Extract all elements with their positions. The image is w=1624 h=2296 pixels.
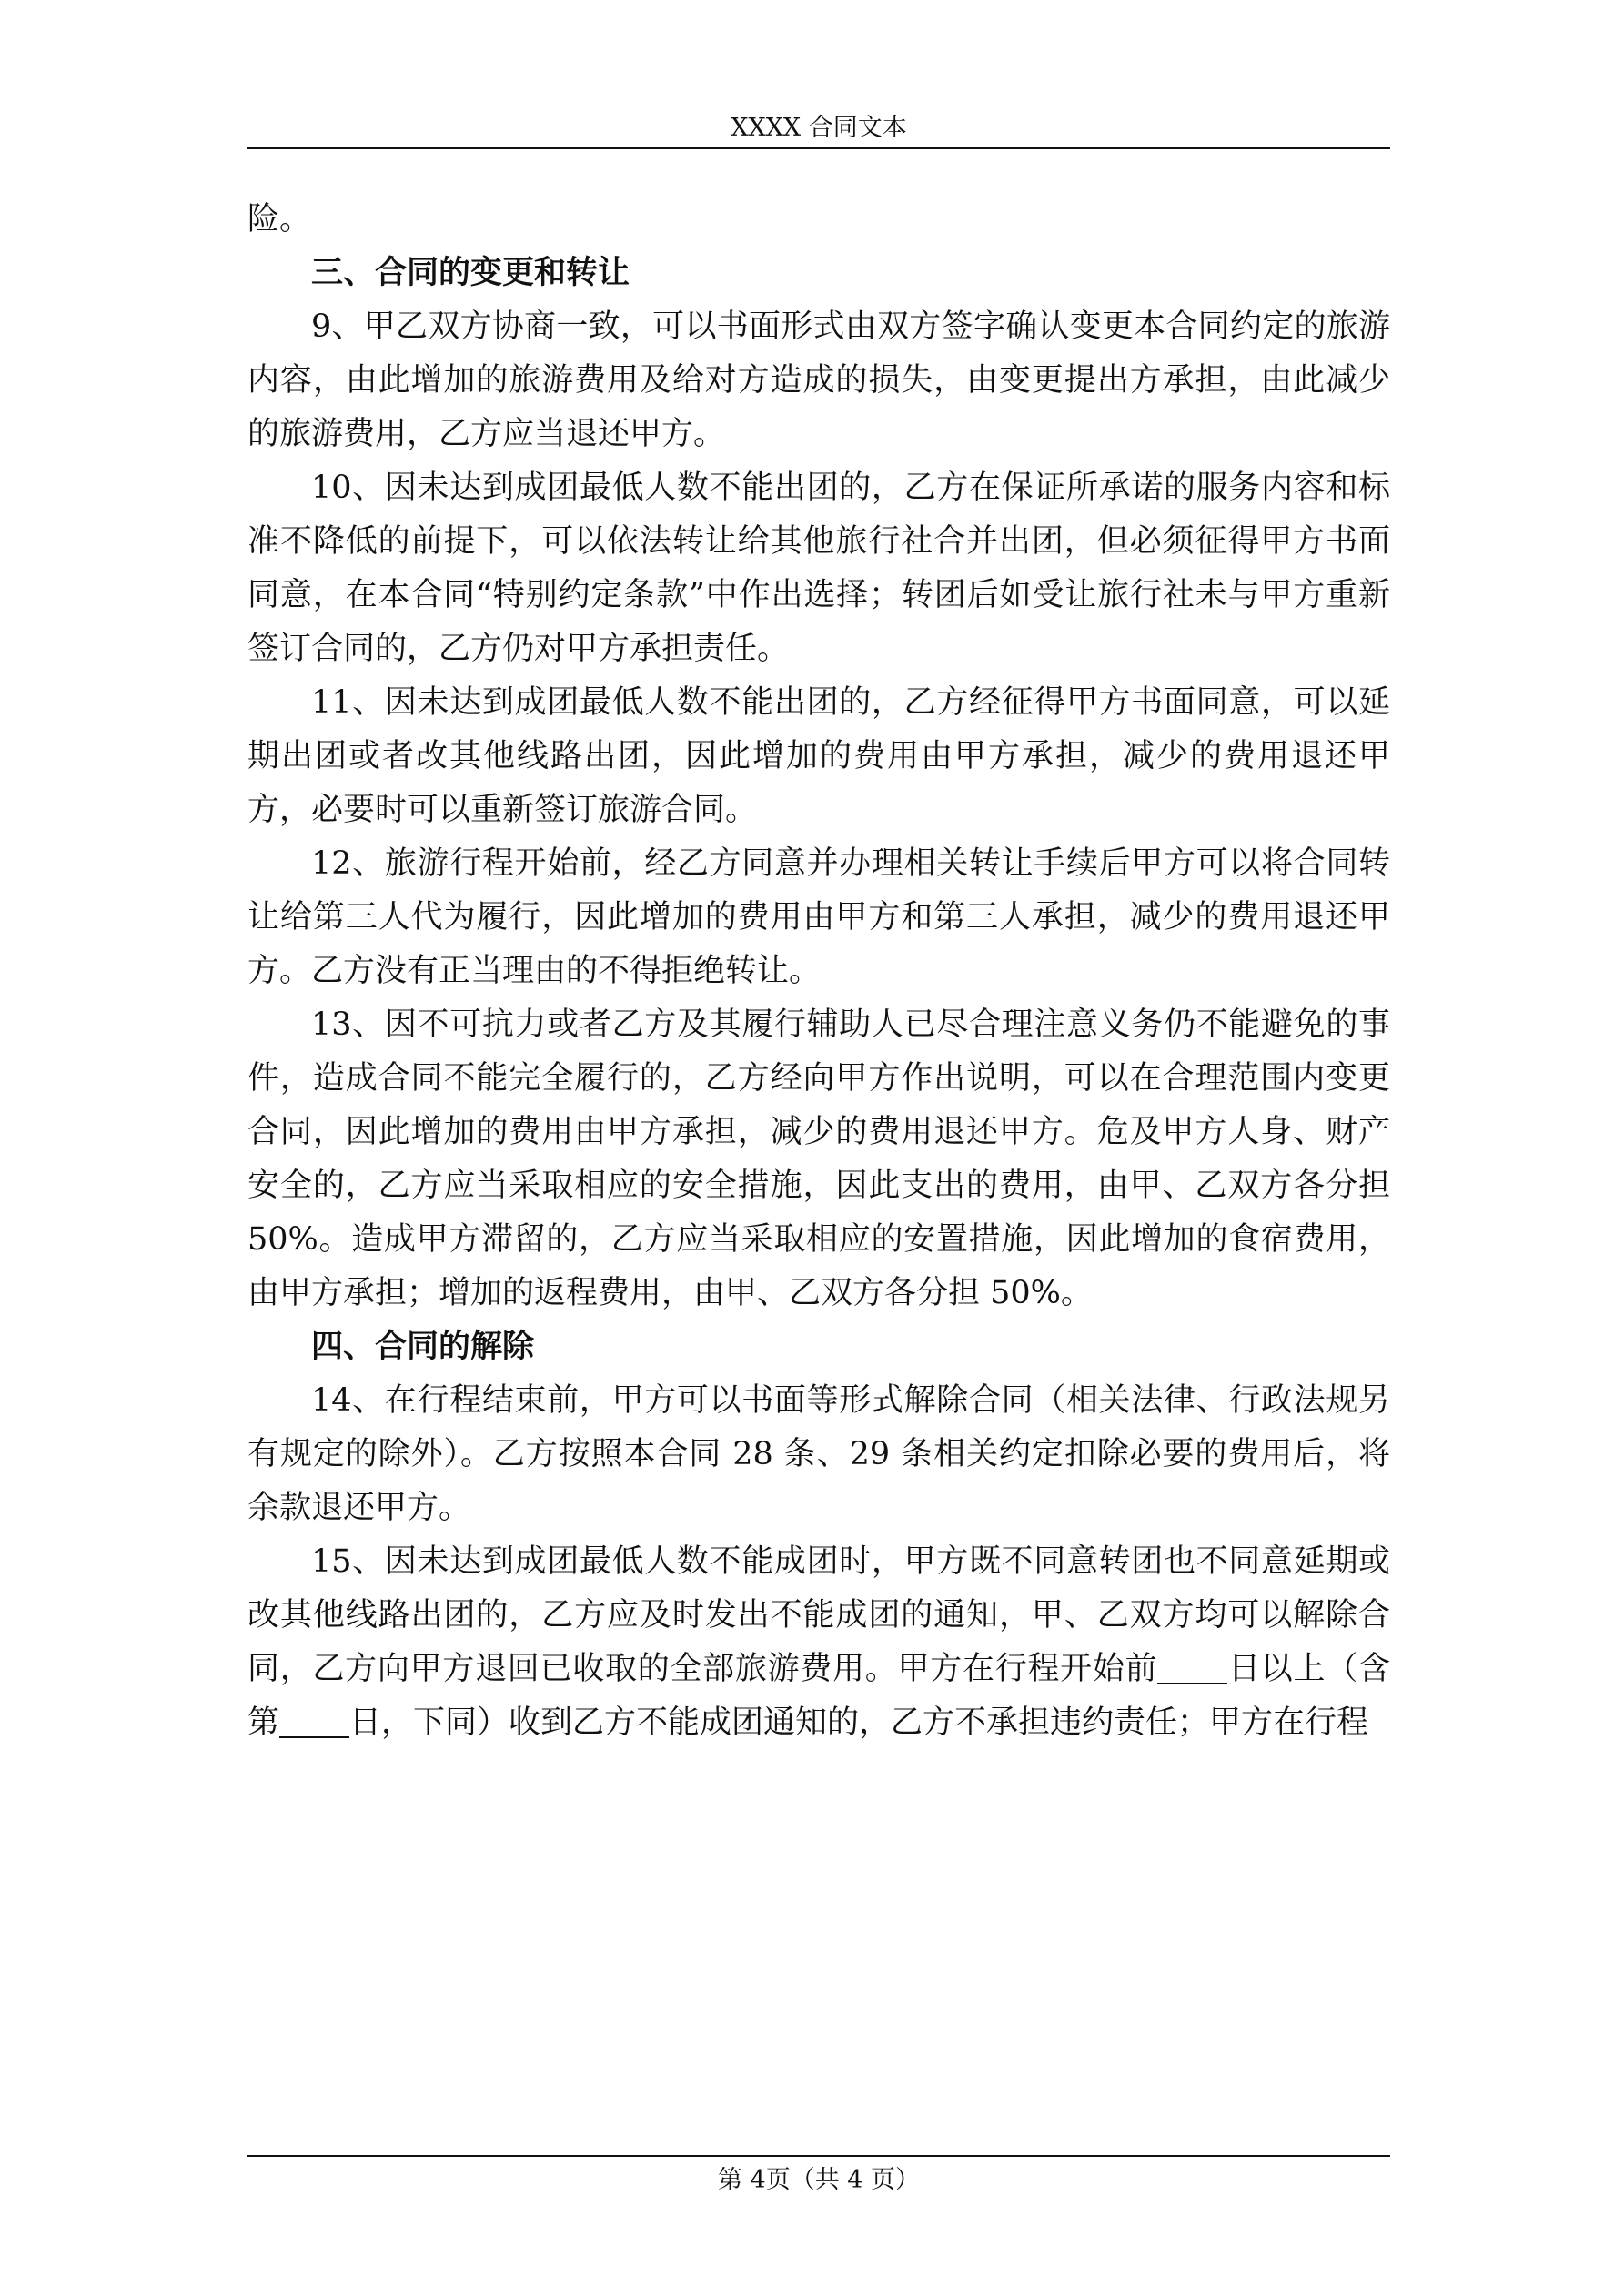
clause-14: 14、在行程结束前，甲方可以书面等形式解除合同（相关法律、行政法规另有规定的除外）。乙方按照本合同 28 条、29 条相关约定扣除必要的费用后，将余款退还甲方。 bbox=[247, 1382, 1390, 1526]
fill-in-blank-day bbox=[279, 1704, 349, 1738]
clause-15 bbox=[247, 1535, 1390, 1750]
page-number: 第 4页（共 4 页） bbox=[717, 2166, 921, 2194]
document-body bbox=[247, 193, 1390, 1750]
clause-15-part-3: 日，下同）收到乙方不能成团通知的，乙方不承担违约责任；甲方在行程 bbox=[349, 1704, 1369, 1741]
clause-13: 13、因不可抗力或者乙方及其履行辅助人已尽合理注意义务仍不能避免的事件，造成合同不能完全履行的，乙方经向甲方作出说明，可以在合理范围内变更合同，因此增加的费用由甲方承担，减少的费用退还甲方。危及甲方人身、财产安全的，乙方应当采取相应的安全措施，因此支出的费用，由甲、乙双方各分担50%。造成甲方滞留的，乙方应当采取相应的安置措施，因此增加的食宿费用，由甲方承担；增加的返程费用，由甲、乙双方各分担 50%。 bbox=[247, 1006, 1390, 1311]
clause-12: 12、旅游行程开始前，经乙方同意并办理相关转让手续后甲方可以将合同转让给第三人代为履行，因此增加的费用由甲方和第三人承担，减少的费用退还甲方。乙方没有正当理由的不得拒绝转让。 bbox=[247, 845, 1390, 989]
clause-15-part-2: 日以上（含第 bbox=[247, 1651, 1390, 1741]
clause-9: 9、甲乙双方协商一致，可以书面形式由双方签字确认变更本合同约定的旅游内容，由此增加的旅游费用及给对方造成的损失，由变更提出方承担，由此减少的旅游费用，乙方应当退还甲方。 bbox=[247, 308, 1390, 452]
paragraph-continuation: 险。 bbox=[247, 201, 312, 238]
section-heading-4: 四、合同的解除 bbox=[311, 1329, 535, 1365]
page-header bbox=[247, 107, 1390, 149]
clause-11: 11、因未达到成团最低人数不能出团的，乙方经征得甲方书面同意，可以延期出团或者改其他线路出团，因此增加的费用由甲方承担，减少的费用退还甲方，必要时可以重新签订旅游合同。 bbox=[247, 684, 1390, 828]
fill-in-blank-days bbox=[1157, 1651, 1227, 1684]
page-footer bbox=[247, 2155, 1390, 2202]
header-title: XXXX 合同文本 bbox=[731, 114, 907, 142]
clause-15-part-1: 15、因未达到成团最低人数不能成团时，甲方既不同意转团也不同意延期或改其他线路出团的，乙方应及时发出不能成团的通知，甲、乙双方均可以解除合同，乙方向甲方退回已收取的全部旅游费用。甲方在行程开始前 bbox=[247, 1543, 1390, 1687]
section-heading-3: 三、合同的变更和转让 bbox=[311, 255, 630, 291]
clause-10: 10、因未达到成团最低人数不能出团的，乙方在保证所承诺的服务内容和标准不降低的前提下，可以依法转让给其他旅行社合并出团，但必须征得甲方书面同意，在本合同“特别约定条款”中作出选择；转团后如受让旅行社未与甲方重新签订合同的，乙方仍对甲方承担责任。 bbox=[247, 470, 1390, 667]
